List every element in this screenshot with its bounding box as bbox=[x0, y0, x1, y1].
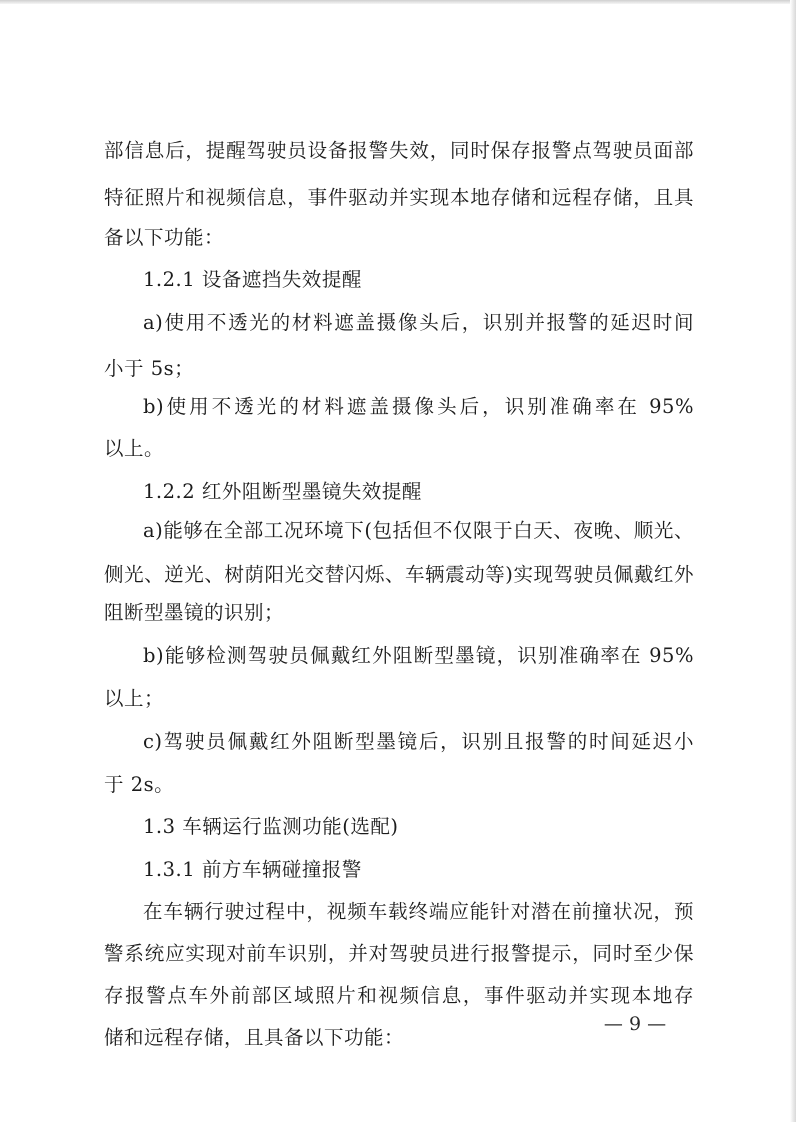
text-line: a)能够在全部工况环境下(包括但不仅限于白天、夜晚、顺光、 bbox=[143, 519, 694, 542]
text-line: 侧光、逆光、树荫阳光交替闪烁、车辆震动等)实现驾驶员佩戴红外 bbox=[104, 563, 694, 586]
text-line: 于 2s。 bbox=[104, 773, 175, 796]
text-line: 在车辆行驶过程中，视频车载终端应能针对潜在前撞状况，预 bbox=[143, 900, 694, 923]
text-line: 以上； bbox=[104, 687, 165, 710]
page-number: — 9 — bbox=[603, 1013, 667, 1035]
text-line: c)驾驶员佩戴红外阻断型墨镜后，识别且报警的时间延迟小 bbox=[143, 730, 694, 753]
text-line: 特征照片和视频信息，事件驱动并实现本地存储和远程存储，且具 bbox=[104, 186, 694, 209]
text-line: 储和远程存储，且具备以下功能： bbox=[104, 1026, 405, 1049]
text-line: 1.3.1 前方车辆碰撞报警 bbox=[143, 858, 362, 881]
text-line: 以上。 bbox=[104, 437, 165, 460]
text-line: 警系统应实现对前车识别，并对驾驶员进行报警提示，同时至少保 bbox=[104, 942, 694, 965]
text-line: a)使用不透光的材料遮盖摄像头后，识别并报警的延迟时间 bbox=[143, 311, 694, 334]
text-line: b)使用不透光的材料遮盖摄像头后，识别准确率在 95% bbox=[143, 395, 694, 418]
text-line: 备以下功能： bbox=[104, 226, 225, 249]
text-line: 1.2.1 设备遮挡失效提醒 bbox=[143, 268, 362, 291]
text-line: 1.3 车辆运行监测功能(选配) bbox=[143, 815, 399, 838]
text-line: 阻断型墨镜的识别； bbox=[104, 601, 285, 624]
text-line: 小于 5s； bbox=[104, 357, 195, 380]
text-line: 部信息后，提醒驾驶员设备报警失效，同时保存报警点驾驶员面部 bbox=[104, 139, 694, 162]
text-line: b)能够检测驾驶员佩戴红外阻断型墨镜，识别准确率在 95% bbox=[143, 644, 694, 667]
text-line: 存报警点车外前部区域照片和视频信息，事件驱动并实现本地存 bbox=[104, 984, 694, 1007]
text-line: 1.2.2 红外阻断型墨镜失效提醒 bbox=[143, 480, 422, 503]
